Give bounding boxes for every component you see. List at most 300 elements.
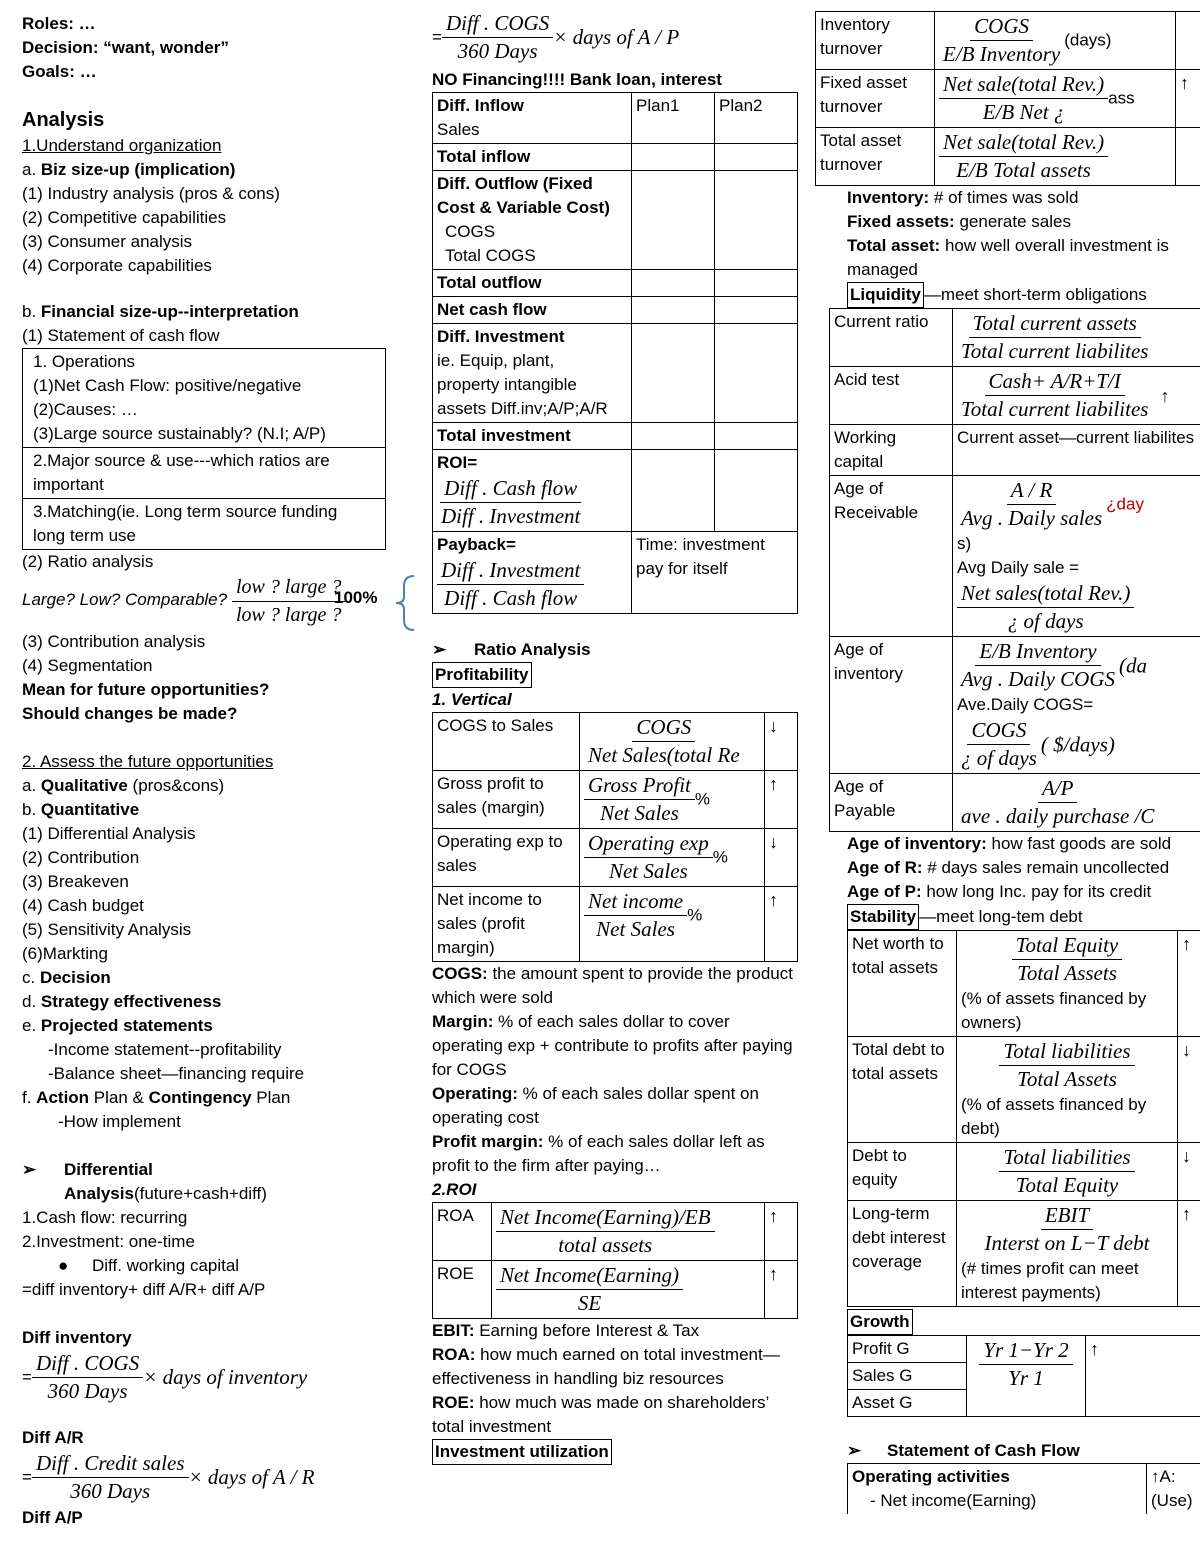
working-capital-label: Working capital: [830, 425, 953, 476]
ap-num: Diff . COGS: [442, 10, 553, 38]
decision-label: Decision:: [22, 38, 99, 57]
table-row: [433, 771, 798, 829]
analysis-heading: Analysis: [22, 109, 105, 131]
projected-e: [22, 1014, 392, 1038]
diff-inflow: Diff. Inflow: [437, 96, 524, 115]
inv-den: 360 Days: [47, 1379, 128, 1403]
table-row: [433, 93, 798, 144]
definition-line: [847, 210, 1200, 234]
roi-fraction: [496, 1204, 715, 1259]
ratio-analysis-item: (2) Ratio analysis: [22, 552, 154, 571]
cr-num: Total current assets: [969, 310, 1141, 338]
f-end: Plan: [251, 1088, 291, 1107]
ratio-fraction-den: Net Sales(total Re: [588, 743, 740, 767]
liquidity-label: Liquidity: [847, 282, 924, 308]
diff-heading-1: Differential: [64, 1160, 153, 1179]
f-mid: Plan &: [89, 1088, 149, 1107]
box-line: important: [33, 475, 104, 494]
ar-fraction: [957, 477, 1106, 532]
roi-table: [432, 1202, 798, 1319]
acid-den: Total current liabilites: [961, 397, 1149, 421]
cogs: COGS: [445, 222, 496, 241]
definition-term: Margin:: [432, 1012, 494, 1031]
payback-label: Payback=: [437, 535, 516, 554]
up-arrow-icon: ↑: [765, 771, 798, 829]
ar-den: 360 Days: [70, 1479, 151, 1503]
up-arrow-icon: ↑: [1086, 1336, 1200, 1417]
table-row: [848, 1464, 1200, 1515]
table-row: [816, 128, 1200, 186]
how-implement: -How implement: [58, 1112, 181, 1131]
age-definitions: [815, 832, 1200, 904]
avg-daily-label: Avg Daily sale =: [957, 558, 1080, 577]
table-row: [433, 324, 798, 423]
definition-text: Earning before Interest & Tax: [474, 1321, 700, 1340]
inventory-formula: [22, 1350, 392, 1406]
ratio-fraction: [584, 888, 687, 943]
arrow-bullet-icon: ➢: [432, 640, 447, 659]
profitability-definitions: [432, 962, 802, 1178]
brace-icon: [394, 574, 418, 632]
equals: =: [432, 27, 442, 47]
pb-num: Diff . Investment: [437, 557, 584, 585]
definition-line: [847, 832, 1200, 856]
stability-label: Total debt to total assets: [848, 1037, 957, 1143]
diff-heading-rest: (future+cash+diff): [133, 1184, 267, 1203]
table-row: [433, 532, 798, 614]
up-arrow-icon: ↑: [765, 1261, 798, 1319]
definition-term: Age of inventory:: [847, 834, 987, 853]
definition-term: Profit margin:: [432, 1132, 544, 1151]
ratio-label: Gross profit to sales (margin): [433, 771, 580, 829]
column-left: [22, 0, 392, 1530]
ratio-fraction: [232, 574, 345, 629]
contribution-item: (3) Contribution analysis: [22, 632, 206, 651]
table-row: [433, 270, 798, 297]
box-line: long term use: [33, 526, 136, 545]
plan-table: [432, 92, 798, 614]
turnover-tail: ass: [1108, 88, 1135, 108]
plan1-header: Plan1: [632, 93, 715, 144]
definition-line: [847, 856, 1200, 880]
equals: =: [22, 1367, 32, 1387]
stability-fraction-den: Total Equity: [1015, 1173, 1119, 1197]
ai-fraction: [957, 638, 1119, 693]
box-line: (2)Causes: …: [33, 400, 138, 419]
ratio-fraction-den: Net Sales: [600, 801, 679, 825]
fin-title: Financial size-up--interpretation: [40, 302, 299, 321]
ads-fraction: [957, 580, 1134, 635]
ratio-fraction: [584, 830, 713, 885]
ai-den: Avg . Daily COGS: [961, 667, 1115, 691]
turnover-tail: (days): [1064, 30, 1112, 50]
growth-table: [847, 1335, 1200, 1417]
cash-flow-recurring: 1.Cash flow: recurring: [22, 1208, 188, 1227]
payback-time: Time: investment pay for itself: [632, 532, 798, 614]
turnover-fraction: [939, 71, 1108, 126]
turnover-fraction-num: Net sale(total Rev.): [939, 129, 1108, 157]
turnover-formula: [935, 12, 1176, 70]
qual-rest: (pros&cons): [127, 776, 225, 795]
diff-ar: Diff A/R: [22, 1428, 84, 1447]
stability-formula: [957, 1143, 1178, 1201]
roi-fraction-num: Net Income(Earning)/EB: [496, 1204, 715, 1232]
down-arrow-icon: ↓: [1178, 1143, 1200, 1201]
net-income: - Net income(Earning): [870, 1491, 1037, 1510]
definition-line: [432, 1319, 802, 1343]
down-arrow-icon: ↓: [765, 713, 798, 771]
growth-fraction: [979, 1337, 1072, 1392]
ratio-fraction-num: Operating exp: [584, 830, 713, 858]
quant-title: Quantitative: [40, 800, 140, 819]
ratio-comparison: [22, 574, 392, 630]
stability-fraction-num: Total Equity: [1012, 932, 1123, 960]
strategy-d: [22, 990, 392, 1014]
diff-ap: Diff A/P: [22, 1508, 83, 1527]
age-inventory-label: Age of inventory: [830, 637, 953, 774]
ap-tail: × days of A / P: [553, 25, 680, 49]
box-line: (1)Net Cash Flow: positive/negative: [33, 376, 302, 395]
fin-prefix: b.: [22, 302, 41, 321]
total-cogs: Total COGS: [445, 246, 536, 265]
down-arrow-icon: ↓: [765, 829, 798, 887]
turnover-label: Fixed asset turnover: [816, 70, 935, 128]
up-arrow-icon: ↑: [1160, 385, 1170, 406]
ratio-den: low ? large ?: [236, 604, 342, 626]
e-title: Projected statements: [40, 1016, 213, 1035]
vertical-table: [432, 712, 798, 962]
stability-fraction-num: Total liabilities: [999, 1038, 1134, 1066]
biz-item-4: (4) Corporate capabilities: [22, 256, 212, 275]
stability-fraction: [1012, 932, 1123, 987]
ratio-label: COGS to Sales: [433, 713, 580, 771]
ar-den: Avg . Daily sales: [961, 506, 1103, 530]
ratio-formula: [580, 887, 765, 962]
roi-row-formula: [492, 1203, 765, 1261]
stability-note: (% of assets financed by owners): [961, 989, 1147, 1032]
table-row: [830, 425, 1200, 476]
ratio-fraction-num: COGS: [632, 714, 695, 742]
table-row: [816, 70, 1200, 128]
plan2-header: Plan2: [715, 93, 798, 144]
turnover-table: [815, 11, 1200, 186]
table-row: [433, 423, 798, 450]
working-capital-value: Current asset—current liabilites: [953, 425, 1200, 476]
table-row: [816, 12, 1200, 70]
biz-title: Biz size-up (implication): [40, 160, 236, 179]
roles-line: Roles: …: [22, 14, 96, 33]
definition-term: Inventory:: [847, 188, 930, 207]
ap-fraction: [442, 10, 553, 65]
changes-made: Should changes be made?: [22, 704, 238, 723]
stability-label: Net worth to total assets: [848, 931, 957, 1037]
current-ratio-label: Current ratio: [830, 309, 953, 367]
turnover-fraction-den: E/B Net ¿: [982, 100, 1065, 124]
pct-100: 100%: [334, 588, 378, 607]
stability-formula: [957, 931, 1178, 1037]
f-action: Action: [36, 1088, 90, 1107]
growth-line: [815, 1309, 1200, 1335]
turnover-fraction: [939, 13, 1064, 68]
ratio-fraction-num: Gross Profit: [584, 772, 695, 800]
assess-future: 2. Assess the future opportunities: [22, 752, 274, 771]
ratio-analysis-heading: [432, 638, 802, 662]
ar-tail: × days of A / R: [188, 1465, 315, 1489]
cr-den: Total current liabilites: [961, 339, 1149, 363]
ratio-label: Net income to sales (profit margin): [433, 887, 580, 962]
quant-item: (4) Cash budget: [22, 896, 144, 915]
diff-formula: =diff inventory+ diff A/R+ diff A/P: [22, 1280, 266, 1299]
definition-text: how much earned on total investment—effectiveness in handling biz resources: [432, 1345, 780, 1388]
roi-definitions: [432, 1319, 802, 1439]
quantitative: [22, 798, 392, 822]
definition-term: Age of P:: [847, 882, 922, 901]
definition-text: how much was made on shareholders’ total investment: [432, 1393, 769, 1436]
diff-inventory: Diff inventory: [22, 1328, 132, 1347]
roi-label: ROI=: [437, 453, 478, 472]
ar-num: A / R: [1007, 477, 1057, 505]
ar-formula: [22, 1450, 392, 1506]
definition-text: % of each sales dollar spent on operating cost: [432, 1084, 759, 1127]
action-f: [22, 1086, 392, 1110]
roi-fraction-den: SE: [577, 1291, 602, 1315]
down-arrow-icon: ↓: [1178, 1037, 1200, 1143]
op-activities: Operating activities: [852, 1467, 1010, 1486]
box-line: 2.Major source & use---which ratios are: [33, 451, 330, 470]
investment-util-line: [432, 1439, 802, 1465]
arrow-bullet-icon: ➢: [847, 1441, 862, 1460]
stability-note: (% of assets financed by debt): [961, 1095, 1147, 1138]
ratio-formula: [580, 771, 765, 829]
c-title: Decision: [39, 968, 111, 987]
profitability-label: Profitability: [432, 662, 532, 688]
table-row: [830, 637, 1200, 774]
stability-fraction: [999, 1038, 1134, 1093]
turnover-definitions: [815, 186, 1200, 282]
total-investment: Total investment: [433, 423, 632, 450]
definition-line: [432, 962, 802, 1010]
definition-text: how well overall investment is managed: [847, 236, 1169, 279]
mean-future: Mean for future opportunities?: [22, 680, 270, 699]
definition-term: COGS:: [432, 964, 488, 983]
roi-row-label: ROE: [433, 1261, 492, 1319]
definition-term: ROE:: [432, 1393, 475, 1412]
acid-num: Cash+ A/R+T/I: [985, 368, 1125, 396]
ac-den: ¿ of days: [961, 746, 1037, 770]
definition-term: ROA:: [432, 1345, 476, 1364]
table-row: [848, 1037, 1200, 1143]
ai-tail: (da: [1118, 653, 1147, 678]
box-row: [23, 499, 386, 550]
diff-wc: [22, 1254, 392, 1278]
ar-s: s): [957, 534, 972, 553]
stability-formula: [957, 1201, 1178, 1307]
turnover-formula: [935, 70, 1176, 128]
ratio-formula: [580, 829, 765, 887]
use-label: (Use): [1151, 1491, 1193, 1510]
understand-org: 1.Understand organization: [22, 136, 222, 155]
table-row: [433, 713, 798, 771]
turnover-label: Inventory turnover: [816, 12, 935, 70]
quant-item: (1) Differential Analysis: [22, 824, 196, 843]
equals: =: [22, 1467, 32, 1487]
turnover-fraction-num: Net sale(total Rev.): [939, 71, 1108, 99]
quant-item: (5) Sensitivity Analysis: [22, 920, 192, 939]
table-row: [433, 887, 798, 962]
ratio-fraction: [584, 772, 695, 827]
box-line: 1. Operations: [33, 352, 136, 371]
cr-fraction: [957, 310, 1152, 365]
growth-row-label: Profit G: [848, 1336, 967, 1363]
qual-prefix: a.: [22, 776, 41, 795]
up-arrow-icon: ↑: [765, 1203, 798, 1261]
pb-den: Diff . Cash flow: [444, 586, 578, 610]
stability-fraction-den: Total Assets: [1017, 961, 1117, 985]
scf-title: Statement of Cash Flow: [887, 1441, 1080, 1460]
table-row: [830, 367, 1200, 425]
quant-item: (2) Contribution: [22, 848, 140, 867]
box-line: (3)Large source sustainably? (N.I; A/P): [33, 424, 326, 443]
table-row: [433, 1203, 798, 1261]
stability-label: Long-term debt interest coverage: [848, 1201, 957, 1307]
quant-item: (3) Breakeven: [22, 872, 129, 891]
ratio-fraction: [584, 714, 744, 769]
diff-investment: Diff. Investment: [437, 327, 565, 346]
roi-fraction: [496, 1262, 683, 1317]
d-prefix: d.: [22, 992, 41, 1011]
ratio-label: Operating exp to sales: [433, 829, 580, 887]
ratio-fraction-num: Net income: [584, 888, 687, 916]
stability-fraction-den: Interst on L−T debt: [984, 1231, 1150, 1255]
segmentation-item: (4) Segmentation: [22, 656, 153, 675]
quant-item: (6)Markting: [22, 944, 108, 963]
definition-term: Total asset:: [847, 236, 941, 255]
c-prefix: c.: [22, 968, 40, 987]
scf-heading: [815, 1439, 1200, 1463]
stability-fraction-num: Total liabilities: [999, 1144, 1134, 1172]
stability-label: Stability: [847, 904, 919, 930]
liquidity-line: [815, 282, 1200, 308]
goals-line: Goals: …: [22, 62, 97, 81]
biz-sizeup: [22, 158, 392, 182]
definition-text: % of each sales dollar to cover operating exp + contribute to profits after paying for COGS: [432, 1012, 793, 1079]
liquidity-desc: —meet short-term obligations: [923, 285, 1147, 304]
ratio-fraction-den: Net Sales: [596, 917, 675, 941]
definition-text: how fast goods are sold: [986, 834, 1172, 853]
roi-fraction-den: total assets: [558, 1233, 653, 1257]
definition-text: the amount spent to provide the product which were sold: [432, 964, 793, 1007]
f-contingency: Contingency: [148, 1088, 252, 1107]
ads-num: Net sales(total Rev.): [957, 580, 1134, 608]
decision-value: “want, wonder”: [98, 38, 229, 57]
ads-den: ¿ of days: [1007, 609, 1084, 633]
definition-term: Operating:: [432, 1084, 518, 1103]
up-arrow-icon: ↑: [1178, 931, 1200, 1037]
up-arrow-icon: ↑: [765, 887, 798, 962]
diff-wc-text: Diff. working capital: [92, 1256, 240, 1275]
table-row: [433, 1261, 798, 1319]
growth-num: Yr 1−Yr 2: [979, 1337, 1072, 1365]
turnover-fraction-den: E/B Inventory: [943, 42, 1061, 66]
table-row: [830, 309, 1200, 367]
arrow-bullet-icon: ➢: [22, 1160, 37, 1179]
stability-line: [815, 904, 1200, 930]
ap-num: A/P: [1038, 775, 1078, 803]
definition-text: # of times was sold: [929, 188, 1079, 207]
definition-line: [847, 234, 1200, 282]
profitability-line: [432, 662, 802, 688]
decision-c: [22, 966, 392, 990]
table-row: [848, 1201, 1200, 1307]
stability-label: Debt to equity: [848, 1143, 957, 1201]
definition-line: [432, 1010, 802, 1082]
definition-text: % of each sales dollar left as profit to the firm after paying…: [432, 1132, 765, 1175]
table-row: [848, 1336, 1200, 1363]
biz-item-1: (1) Industry analysis (pros & cons): [22, 184, 280, 203]
ratio-num: low ? large ?: [232, 574, 345, 602]
investment-utilization: Investment utilization: [432, 1439, 612, 1465]
table-row: [433, 144, 798, 171]
financial-sizeup: [22, 300, 392, 324]
roi-heading: 2.ROI: [432, 1180, 477, 1199]
table-row: [433, 829, 798, 887]
ap-formula: [432, 10, 802, 68]
acid-test-label: Acid test: [830, 367, 953, 425]
total-inflow: Total inflow: [433, 144, 632, 171]
table-row: [433, 297, 798, 324]
turnover-fraction: [939, 129, 1108, 184]
bullet-icon: ●: [58, 1256, 69, 1275]
e-prefix: e.: [22, 1016, 41, 1035]
table-row: [848, 1143, 1200, 1201]
column-right: [815, 0, 1200, 1514]
payback-fraction: [437, 557, 584, 612]
age-receivable-label: Age of Receivable: [830, 476, 953, 637]
cash-flow-item: (1) Statement of cash flow: [22, 326, 220, 345]
investment-onetime: 2.Investment: one-time: [22, 1232, 195, 1251]
stability-fraction-num: EBIT: [1041, 1202, 1093, 1230]
growth-row-label: Sales G: [848, 1363, 967, 1390]
table-row: [433, 171, 798, 270]
roi-fraction: [437, 475, 584, 530]
investment-detail: ie. Equip, plant, property intangible assets Diff.inv;A/P;A/R: [437, 351, 608, 418]
stability-desc: —meet long-tem debt: [919, 907, 1083, 926]
decision-line: [22, 36, 392, 60]
stability-fraction: [981, 1202, 1154, 1257]
definition-term: EBIT:: [432, 1321, 475, 1340]
definition-line: [847, 880, 1200, 904]
ar-tail: ¿day: [1106, 494, 1144, 514]
qualitative: [22, 774, 392, 798]
cash-flow-box: [22, 348, 386, 550]
ap-den: 360 Days: [457, 39, 538, 63]
ac-num: COGS: [967, 717, 1030, 745]
definition-term: Age of R:: [847, 858, 923, 877]
table-row: [848, 931, 1200, 1037]
table-row: [830, 476, 1200, 637]
box-row: [23, 349, 386, 448]
no-financing: NO Financing!!!! Bank loan, interest: [432, 70, 722, 89]
ratio-formula: [580, 713, 765, 771]
diff-heading-line2: [22, 1182, 392, 1206]
f-prefix: f.: [22, 1088, 37, 1107]
definition-line: [432, 1130, 802, 1178]
scf-table: [847, 1463, 1200, 1514]
ar-fraction: [32, 1450, 189, 1505]
qual-title: Qualitative: [40, 776, 128, 795]
inv-num: Diff . COGS: [32, 1350, 143, 1378]
quant-prefix: b.: [22, 800, 41, 819]
